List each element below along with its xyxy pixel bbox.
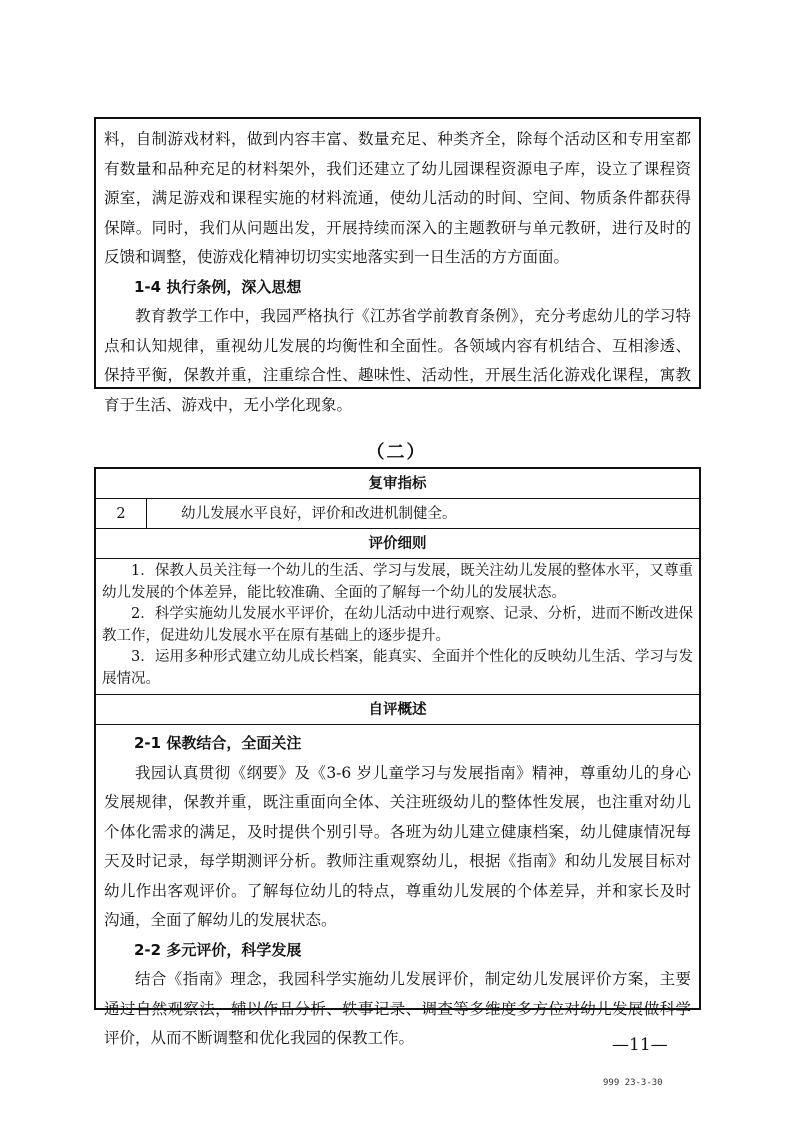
indicator-number: 2	[96, 499, 147, 528]
indicator-row	[96, 499, 699, 529]
criteria-item-3: 3．运用多种形式建立幼儿成长档案，能真实、全面并个性化的反映幼儿生活、学习与发展情况。	[102, 649, 693, 687]
criteria-header: 评价细则	[96, 529, 699, 559]
summary-text-2-2: 结合《指南》理念，我园科学实施幼儿发展评价，制定幼儿发展评价方案，主要通过自然观察法，辅以作品分析、轶事记录、调查等多维度多方位对幼儿发展做科学评价，从而不断调整和优化我园的保教工作。	[104, 970, 691, 1047]
summary-header: 自评概述	[96, 695, 699, 725]
section-title: （二）	[366, 442, 427, 463]
summary-body	[96, 725, 699, 1054]
summary-heading-2-2: 2-2 多元评价，科学发展	[134, 940, 302, 959]
criteria-list	[96, 559, 699, 695]
criteria-item-1: 1．保教人员关注每一个幼儿的生活、学习与发展，既关注幼儿发展的整体水平，又尊重幼儿发展的个体差异，能比较准确、全面的了解每一个幼儿的发展状态。	[102, 563, 693, 601]
review-indicator-header: 复审指标	[96, 469, 699, 499]
print-mark: 999 23-3-30	[603, 1078, 663, 1088]
summary-text-2-1: 我园认真贯彻《纲要》及《3-6 岁儿童学习与发展指南》精神，尊重幼儿的身心发展规律，保教并重，既注重面向全体、关注班级幼儿的整体性发展，也注重对幼儿个体化需求的满足，及时提供个别引导。各班为幼儿建立健康档案，幼儿健康情况每天及时记录，每学期测评分析。教师注重观察幼儿，根据《指南》和幼儿发展目标对幼儿作出客观评价。了解每位幼儿的特点，尊重幼儿发展的个体差异，并和家长及时沟通，全面了解幼儿的发展状态。	[104, 763, 691, 929]
continued-paragraph: 料，自制游戏材料，做到内容丰富、数量充足、种类齐全，除每个活动区和专用室都有数量和品种充足的材料架外，我们还建立了幼儿园课程资源电子库，设立了课程资源室，满足游戏和课程实施的材料流通，使幼儿活动的时间、空间、物质条件都获得保障。同时，我们从问题出发，开展持续而深入的主题教研与单元教研，进行及时的反馈和调整，使游戏化精神切切实实地落实到一日生活的方方面面。	[104, 130, 691, 266]
indicator-text: 幼儿发展水平良好，评价和改进机制健全。	[181, 506, 457, 522]
summary-heading-2-1: 2-1 保教结合，全面关注	[134, 734, 302, 752]
continued-text-box	[94, 117, 701, 414]
criteria-item-2: 2．科学实施幼儿发展水平评价，在幼儿活动中进行观察、记录、分析，进而不断改进保教工作，促进幼儿发展水平在原有基础上的逐步提升。	[102, 606, 693, 644]
subheading-1-4: 1-4 执行条例，深入思想	[134, 277, 302, 296]
page-number: —11—	[612, 1035, 668, 1055]
paragraph-1-4: 教育教学工作中，我园严格执行《江苏省学前教育条例》，充分考虑幼儿的学习特点和认知规律，重视幼儿发展的均衡性和全面性。各领域内容有机结合、互相渗透、保持平衡，保教并重，注重综合性、趣味性、活动性，开展生活化游戏化课程，寓教育于生活、游戏中，无小学化现象。	[104, 307, 691, 414]
